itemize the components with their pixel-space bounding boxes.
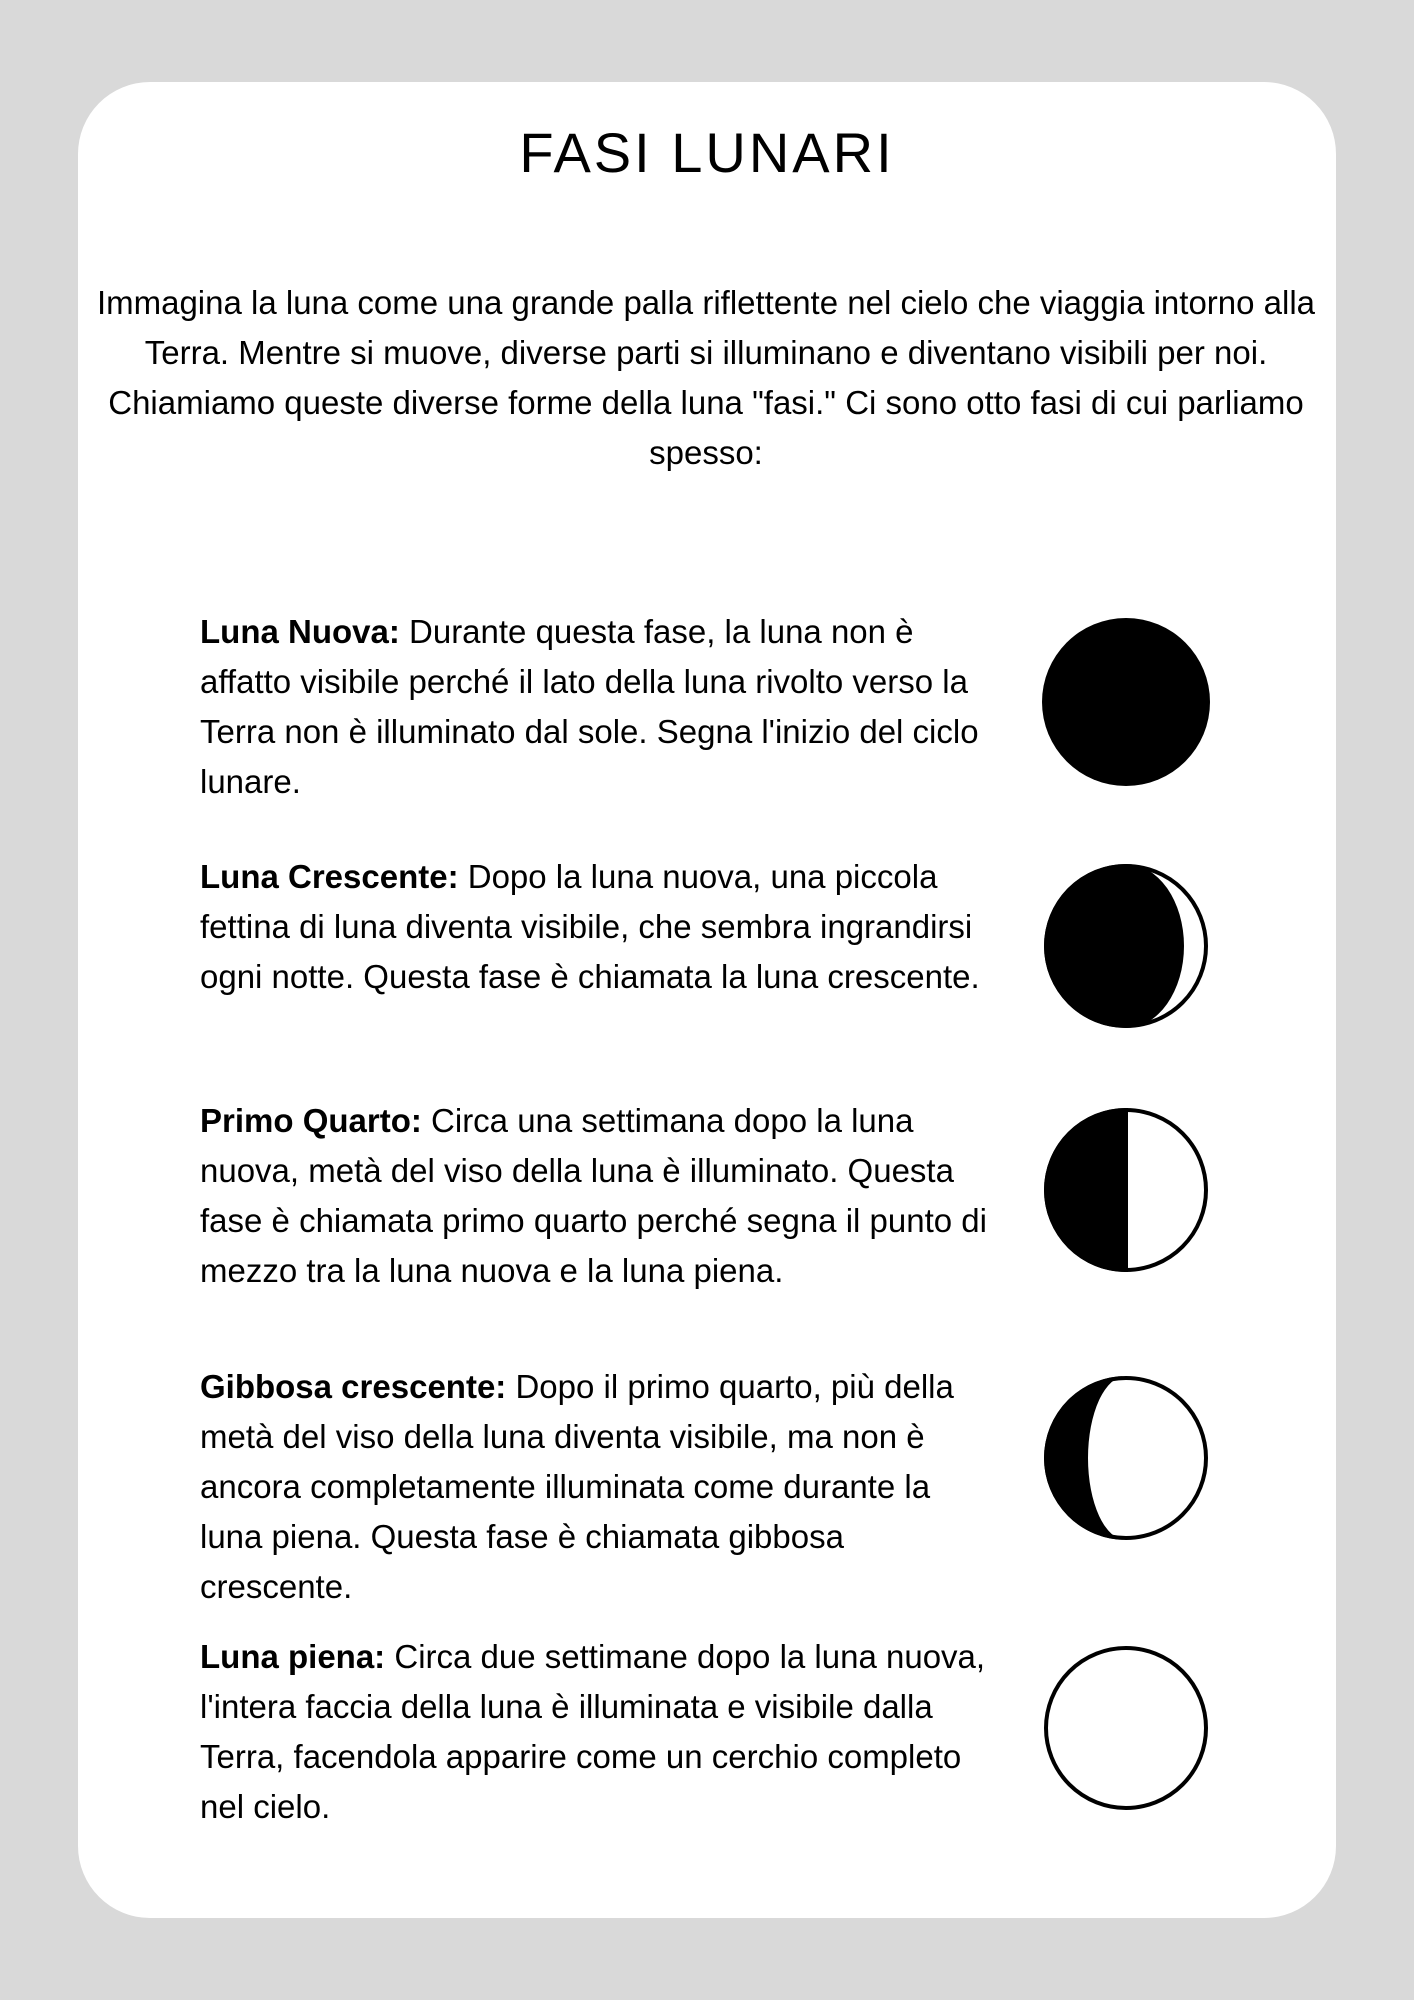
phase-label: Gibbosa crescente: [200,1368,507,1405]
waxing-crescent-icon [1040,860,1212,1032]
phase-label: Luna Nuova: [200,613,400,650]
waxing-gibbous-icon [1040,1372,1212,1544]
phase-full-moon [200,1632,1000,1832]
new-moon-icon [1040,616,1212,788]
phase-description: Dopo la luna nuova, una piccola fettina di luna diventa visibile, che sembra ingrandirsi ogni notte. Questa fase è chiamata la luna crescente. [200,858,980,995]
first-quarter-icon [1040,1104,1212,1276]
phase-description: Circa due settimane dopo la luna nuova, l'intera faccia della luna è illuminata e visibile dalla Terra, facendola apparire come un cerchio completo nel cielo. [200,1638,986,1825]
phase-label: Luna Crescente: [200,858,459,895]
page-title: FASI LUNARI [519,121,895,184]
full-moon-icon [1040,1642,1212,1814]
phase-new-moon [200,607,1000,807]
phase-first-quarter [200,1096,1000,1296]
intro-paragraph: Immagina la luna come una grande palla riflettente nel cielo che viaggia intorno alla Terra. Mentre si muove, diverse parti si illuminano e diventano visibili per noi. Chiamiamo queste diverse forme della luna "fasi." Ci sono otto fasi di cui parliamo spesso: [96,284,1316,471]
phase-label: Primo Quarto: [200,1102,422,1139]
phase-waxing-crescent [200,852,1000,1002]
phase-description: Durante questa fase, la luna non è affatto visibile perché il lato della luna rivolto verso la Terra non è illuminato dal sole. Segna l'inizio del ciclo lunare. [200,613,979,800]
phase-description: Circa una settimana dopo la luna nuova, metà del viso della luna è illuminato. Questa fase è chiamata primo quarto perché segna il punto di mezzo tra la luna nuova e la luna piena. [200,1102,987,1289]
phase-waxing-gibbous [200,1362,1000,1612]
phase-description: Dopo il primo quarto, più della metà del viso della luna diventa visibile, ma non è ancora completamente illuminata come durante la luna piena. Questa fase è chiamata gibbosa crescente. [200,1368,954,1605]
phase-label: Luna piena: [200,1638,386,1675]
